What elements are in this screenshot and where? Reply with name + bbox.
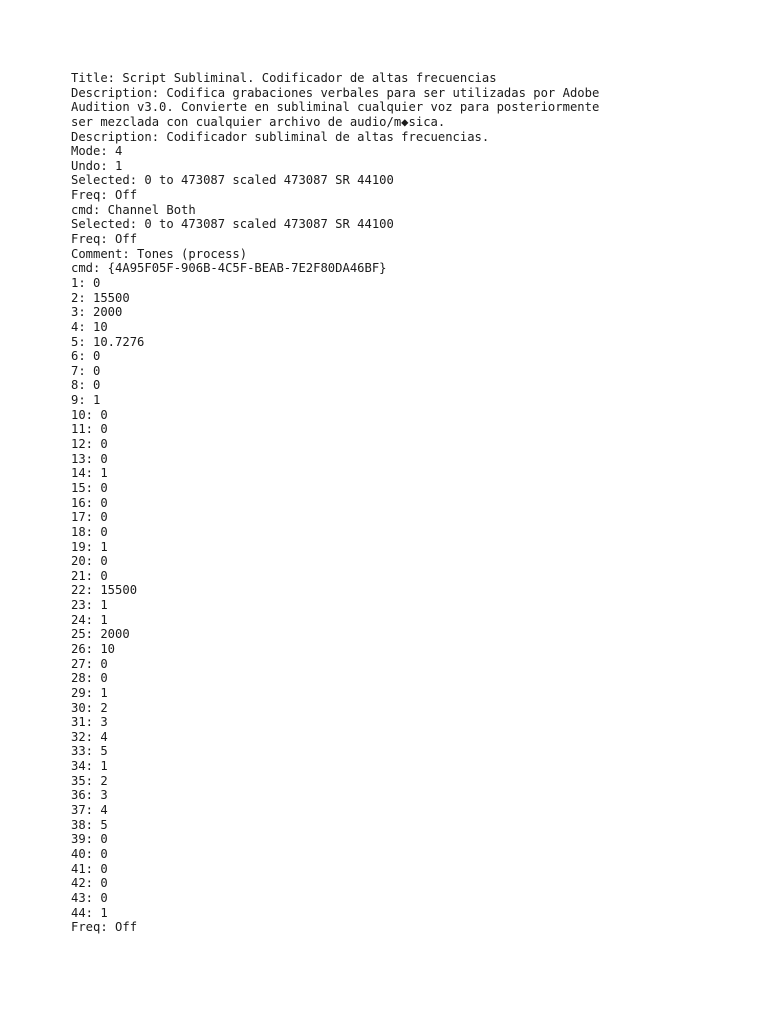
script-line: 14: 1 xyxy=(71,466,108,481)
script-line: 28: 0 xyxy=(71,671,108,686)
script-line: 41: 0 xyxy=(71,861,108,876)
script-line: 2: 15500 xyxy=(71,290,130,305)
script-line: 3: 2000 xyxy=(71,305,123,320)
script-line: 25: 2000 xyxy=(71,627,130,642)
script-line: 5: 10.7276 xyxy=(71,334,145,349)
script-line: 24: 1 xyxy=(71,612,108,627)
script-line: 10: 0 xyxy=(71,407,108,422)
document-page xyxy=(71,71,731,935)
script-line: 12: 0 xyxy=(71,437,108,452)
script-line: 29: 1 xyxy=(71,685,108,700)
script-line: Freq: Off xyxy=(71,188,138,203)
script-line: Mode: 4 xyxy=(71,144,123,159)
script-line: 44: 1 xyxy=(71,905,108,920)
script-line: 19: 1 xyxy=(71,539,108,554)
script-line: 33: 5 xyxy=(71,744,108,759)
script-line: 31: 3 xyxy=(71,715,108,730)
script-line: 4: 10 xyxy=(71,319,108,334)
script-line: Selected: 0 to 473087 scaled 473087 SR 44100 xyxy=(71,173,394,188)
script-line: cmd: {4A95F05F-906B-4C5F-BEAB-7E2F80DA46BF} xyxy=(71,261,387,276)
script-line: cmd: Channel Both xyxy=(71,202,196,217)
script-line: 20: 0 xyxy=(71,554,108,569)
script-line: 39: 0 xyxy=(71,832,108,847)
script-line: Selected: 0 to 473087 scaled 473087 SR 44100 xyxy=(71,217,394,232)
script-line: 6: 0 xyxy=(71,349,101,364)
script-line: 37: 4 xyxy=(71,803,108,818)
script-line: 30: 2 xyxy=(71,700,108,715)
script-line: 23: 1 xyxy=(71,598,108,613)
script-line: 32: 4 xyxy=(71,729,108,744)
script-line: 21: 0 xyxy=(71,568,108,583)
script-line: 11: 0 xyxy=(71,422,108,437)
script-line: 40: 0 xyxy=(71,846,108,861)
script-line: Audition v3.0. Convierte en subliminal cualquier voz para posteriormente xyxy=(71,100,600,115)
script-line: 15: 0 xyxy=(71,480,108,495)
script-text-block xyxy=(71,71,731,935)
script-line: ser mezclada con cualquier archivo de audio/m◆sica. xyxy=(71,114,446,129)
script-line: 27: 0 xyxy=(71,656,108,671)
script-line: 13: 0 xyxy=(71,451,108,466)
script-line: Freq: Off xyxy=(71,920,138,935)
script-line: 8: 0 xyxy=(71,378,101,393)
script-line: Freq: Off xyxy=(71,232,138,247)
script-line: Description: Codifica grabaciones verbales para ser utilizadas por Adobe xyxy=(71,85,600,100)
script-line: 38: 5 xyxy=(71,817,108,832)
script-line: 7: 0 xyxy=(71,363,101,378)
script-line: 36: 3 xyxy=(71,788,108,803)
script-line: 17: 0 xyxy=(71,510,108,525)
script-line: 22: 15500 xyxy=(71,583,138,598)
script-line: 16: 0 xyxy=(71,495,108,510)
script-line: 9: 1 xyxy=(71,393,101,408)
script-line: Title: Script Subliminal. Codificador de altas frecuencias xyxy=(71,71,497,85)
script-line: 1: 0 xyxy=(71,275,101,290)
script-line: 18: 0 xyxy=(71,524,108,539)
script-line: 42: 0 xyxy=(71,876,108,891)
script-line: 34: 1 xyxy=(71,759,108,774)
script-line: Comment: Tones (process) xyxy=(71,246,248,261)
script-line: 26: 10 xyxy=(71,641,116,656)
script-line: 43: 0 xyxy=(71,890,108,905)
script-line: Description: Codificador subliminal de altas frecuencias. xyxy=(71,129,490,144)
script-line: Undo: 1 xyxy=(71,158,123,173)
script-line: 35: 2 xyxy=(71,773,108,788)
